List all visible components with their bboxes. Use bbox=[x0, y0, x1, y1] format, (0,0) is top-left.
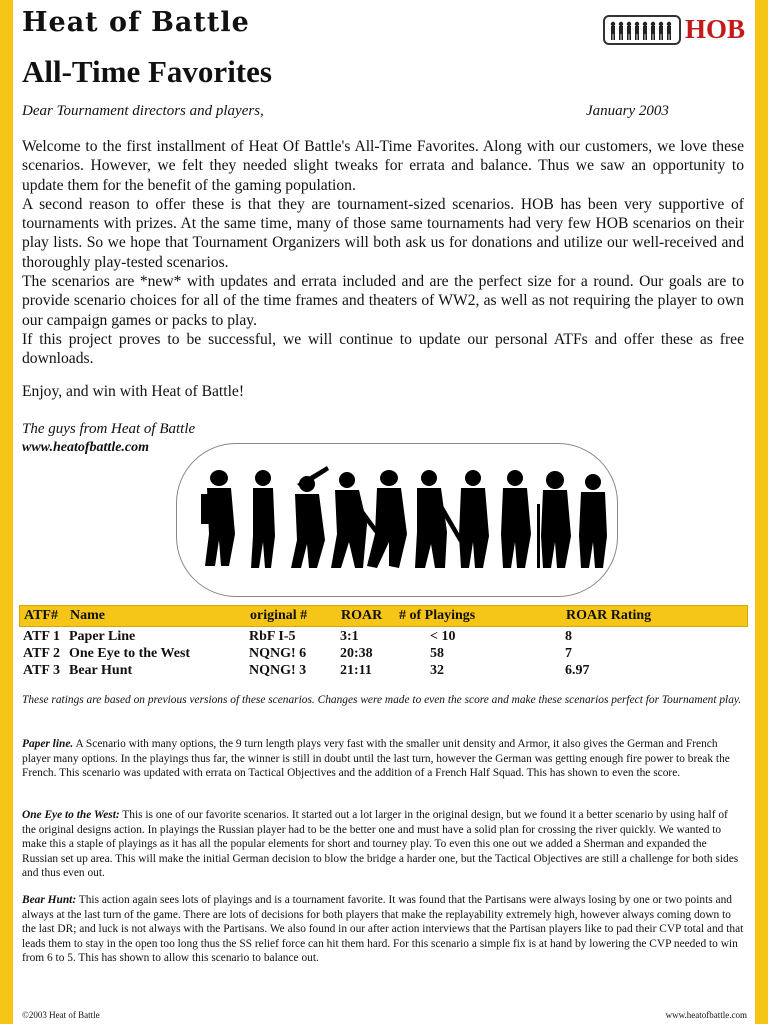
cell-playings: 58 bbox=[430, 646, 444, 661]
table-header bbox=[19, 605, 748, 627]
intro-paragraph: A second reason to offer these is that they are tournament-sized scenarios. HOB has been very supportive of tournaments with prizes. At the same time, many of those same tournaments had very few HOB scenarios on their play lists. So we hope that Tournament Organizers will both ask us for donations and utilize our well-received and thoroughly play-tested scenarios. bbox=[22, 195, 744, 271]
logo-text: HOB bbox=[684, 14, 745, 44]
cell-atf: ATF 3 bbox=[23, 663, 60, 678]
cell-atf: ATF 2 bbox=[23, 646, 60, 661]
soldier-silhouettes-banner bbox=[176, 443, 618, 597]
scenario-text: This is one of our favorite scenarios. It started out a lot larger in the original design, but we found it a better scenario by using half of the original designs action. In playings the Russian player had to be the better one and must have a solid plan for crossing the river quickly. We wanted to make this a staple of playings as it has all the popular elements for short and tourney play. To even this one out we added a Sherman and expanded the Russian set up area. This will make the initial German decision to blow the bridge a harder one, but the Tactical Objectives are still a challenge for both sides and thus even out. bbox=[22, 809, 739, 880]
cell-playings: 32 bbox=[430, 663, 444, 678]
soldier-silhouettes-icon bbox=[177, 444, 617, 596]
cell-roar: 21:11 bbox=[340, 663, 372, 678]
scenario-title: One Eye to the West: bbox=[22, 809, 120, 821]
closing-line: Enjoy, and win with Heat of Battle! bbox=[22, 383, 245, 400]
page bbox=[13, 0, 755, 1024]
ratings-note: These ratings are based on previous versions of these scenarios. Changes were made to even the score and make these scenarios perfect for Tournament play. bbox=[22, 694, 742, 706]
table-row bbox=[19, 661, 748, 678]
scenario-title: Paper line. bbox=[22, 738, 74, 750]
header-playings: # of Playings bbox=[399, 608, 476, 623]
soldiers-logo-icon bbox=[603, 15, 681, 45]
scenario-paper-line bbox=[22, 737, 744, 781]
header-original: original # bbox=[250, 608, 308, 623]
cell-roar: 3:1 bbox=[340, 629, 359, 644]
scenario-bear-hunt bbox=[22, 893, 744, 966]
cell-name: One Eye to the West bbox=[69, 646, 191, 661]
brand-title: Heat of Battle bbox=[22, 7, 250, 38]
page-title: All-Time Favorites bbox=[22, 54, 272, 89]
table-row bbox=[19, 627, 748, 644]
website-link[interactable]: www.heatofbattle.com bbox=[22, 440, 150, 455]
header-rating: ROAR Rating bbox=[566, 608, 652, 623]
scenario-text: This action again sees lots of playings and is a tournament favorite. It was found that the Partisans were always losing by one or two points and always at the last turn of the game. There are lots of decisions for both players that make the replayability extremely high, however always coming down to the last DR; and luck is not always with the Partisans. We also found in our after action interviews that the Partisan players like to pad their CVP total and that leads them to stay in the open too long thus the SS relief force can hit them hard. For this scenario a simple fix is at hand by lowering the CVP needed to win from 6 to 5. This has shown to allow this scenario to balance out. bbox=[22, 894, 744, 965]
table-row bbox=[19, 644, 748, 661]
salutation: Dear Tournament directors and players, bbox=[22, 103, 264, 119]
cell-playings: < 10 bbox=[430, 629, 456, 644]
cell-roar: 20:38 bbox=[340, 646, 373, 661]
cell-original: NQNG! 3 bbox=[249, 663, 307, 678]
cell-rating: 7 bbox=[565, 646, 572, 661]
hob-logo bbox=[603, 14, 745, 45]
scenario-title: Bear Hunt: bbox=[22, 894, 77, 906]
cell-name: Paper Line bbox=[69, 629, 136, 644]
footer-copyright: ©2003 Heat of Battle bbox=[22, 1010, 100, 1020]
signature: The guys from Heat of Battle bbox=[22, 421, 196, 437]
letter-date: January 2003 bbox=[586, 103, 669, 119]
header-roar: ROAR bbox=[341, 608, 383, 623]
cell-rating: 6.97 bbox=[565, 663, 590, 678]
cell-atf: ATF 1 bbox=[23, 629, 60, 644]
header-name: Name bbox=[70, 608, 105, 623]
intro-paragraph: If this project proves to be successful, we will continue to update our personal ATFs and offer these as free downloads. bbox=[22, 330, 744, 368]
cell-original: RbF I-5 bbox=[249, 629, 296, 644]
ratings-table bbox=[19, 605, 748, 678]
header-atf: ATF# bbox=[24, 608, 58, 623]
intro-paragraph: Welcome to the first installment of Heat Of Battle's All-Time Favorites. Along with our customers, we love these scenarios. However, we felt they needed slight tweaks for errata and balance. Thus we saw an opportunity to update them for the benefit of the gaming population. bbox=[22, 138, 744, 194]
intro-text bbox=[22, 137, 744, 369]
cell-original: NQNG! 6 bbox=[249, 646, 307, 661]
scenario-one-eye bbox=[22, 808, 744, 881]
cell-name: Bear Hunt bbox=[69, 663, 133, 678]
scenario-text: A Scenario with many options, the 9 turn length plays very fast with the smaller unit density and Armor, it also gives the German and French player many options. In the playings thus far, the winner is still in doubt until the last turn, however the German was getting enough fire power to break the French. This scenario was updated with errata on Tactical Objectives and the addition of a French Half Squad. This has shown to even the score. bbox=[22, 738, 730, 780]
footer-url[interactable]: www.heatofbattle.com bbox=[665, 1010, 747, 1020]
cell-rating: 8 bbox=[565, 629, 572, 644]
intro-paragraph: The scenarios are *new* with updates and errata included and are the perfect size for a round. Our goals are to provide scenario choices for all of the time frames and theaters of WW2, as well as not requiring the player to own our campaign games or packs to play. bbox=[22, 273, 744, 329]
